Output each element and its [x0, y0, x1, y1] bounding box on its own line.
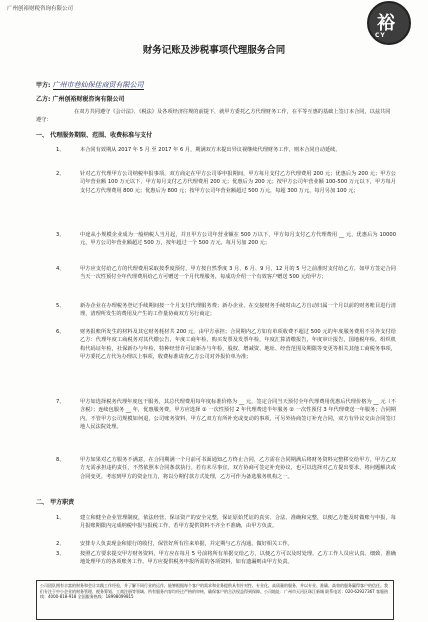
s1-item-5-num: 5、	[56, 303, 65, 309]
party-a	[36, 80, 144, 90]
logo-char: 裕	[377, 13, 395, 34]
s1-item-1-num: 1、	[56, 147, 65, 153]
section-2-title: 二、 甲方职责	[36, 499, 75, 506]
party-a-label: 甲方:	[36, 82, 51, 89]
section-1-title: 一、 代理服务期限、范围、收费标准与支付	[36, 132, 153, 139]
s2-item-1-num: 1、	[56, 515, 65, 521]
s1-item-8-num: 8、	[56, 457, 65, 463]
s2-item-3: 按照乙方要求提交甲方财务资料，甲方应在每月 5 号前将所有单据交给乙方，以便乙方可以及时处理，乙方工作人员应认真、细致、准确地处理甲方的各项账务工作。甲方应提供税务申报所需的各项资料，如有遗漏则由甲方负责。	[80, 551, 396, 566]
s1-item-3-num: 3、	[56, 232, 65, 238]
s1-item-1: 本合同有效期从 2017 年 5 月 至 2017 年 6 月，期满双方未提出异议视继续代理财务工作，则本合同自动延续。	[80, 147, 341, 153]
s1-item-4-num: 4、	[56, 266, 65, 272]
s1-item-7: 甲方如选择税务代理年度包干服务，其总代理费用每年度标准价格为 __ 元，签定合同当天预付全年代理费用优惠后代理价格为 __ 元（不含税）；连续包服务 __ 年，优惠服务费，甲方应选择 ① 一次性预付 2 年代理费送半年服务 ② 一次性预付 3 年代理费送一年服务；合同期内，不管甲方公司规模如何退，公司账务资料，甲方乙双方有所补充或变动的事项，可另外协商签订补充合同，双方有异议交由合同签订地人民法院处理。	[80, 399, 396, 430]
company-header: 广州创裕财税咨询有限公司	[7, 6, 74, 12]
party-a-value: 广州市巷仙保佳商贸有限公司	[52, 81, 144, 89]
footer-notice-box: 公司团队拥有丰富的财务和会计实践工作经验，并了解不同行业的运作，能够根据每个客户的需求和业务提供具有针对性、专业化、高质量的服务，并以专业、准确、高效的服务赢得客户的信任。我们专注于中小企业的财务管理、税务筹划、工商注册等领域，所有服务内容均经过严格的审核，确保客户的合法权益得到保障。公司地址：广州市天河区珠江新城 联系电话：020-62927367 客服热线：4000-818-918 全国服务热线：18998099815	[36, 580, 394, 620]
s1-item-2-num: 2、	[56, 171, 65, 177]
s2-item-2-num: 2、	[56, 541, 65, 547]
s1-item-5: 新办企业在办理税务登记手续期间按一个月支付代理服务费；新办企业，在交接财务手续时由乙方自动归属一个月以前的财务账目进行清理，清理所发生的费用及产生的工作量协商双方另行商定；	[80, 303, 396, 318]
s2-item-1: 建立和健全企业管理制度，依法经营，保证资产的安全完整，保证原始凭证的真实、合法、准确和完整，以便乙方能及时做账与申报，每月报账期限内完成纳税申报与报税工作，若甲方提供资料不齐全不准确，由甲方负责。	[80, 515, 396, 530]
party-b	[36, 94, 125, 103]
document-title: 财务记账及涉税事项代理服务合同	[142, 45, 286, 56]
s1-item-3: 中途从小规模企业成为一般纳税人当月起，并且甲方公司年营业额在 500 万以下，甲方每月支付乙方代理费用 __ 元，优惠后为 10000 元，甲方公司年营业额超过 500 万，按年超过一个 500 万元，每月另加 200 元；	[80, 232, 396, 247]
s1-item-8: 甲方如果对乙方服务不满意，在合同期满一个月前可书面通知乙方终止合同，乙方需在合同期满后将财务资料完整移交给甲方，甲方乙双方无需承担违约责任，不然依照本合同条款执行。若有未尽事宜，双方协商可签定补充协议，也可以选择对乙方提出要求，将问题解决或合同变更。考虑到甲方的资金压力，将以分期付款方式处理，乙方可作为备选服务机构之一。	[80, 457, 396, 480]
logo-text: CY	[375, 32, 386, 39]
party-b-label: 乙方:	[36, 96, 51, 103]
s2-item-2: 安排专人负责现金和银行的收付，保管好所有往来单据，并定期与乙方沟通，做好相关工作。	[80, 541, 293, 547]
s2-item-3-num: 3、	[56, 551, 65, 557]
intro-paragraph: 在双方共同遵守《会计法》、《税法》及各项经济往规的前提下，就甲方委托乙方代理财务工作，在平等互惠的基础上签订本合同，以兹共同遵守：	[36, 109, 391, 124]
s1-item-7-num: 7、	[56, 399, 65, 405]
s1-item-2: 针对乙方代理甲方公司纳税申报事项，双方商定在甲方公司零申报期间，甲方每月支付乙方代理费用 200 元；优惠后为 200 元；甲方公司年营业额 100 万元以下，甲方每月支付乙方代理费用 200 元；优惠后为 200 元；按甲方公司年营业额 100-500 万元以下，甲方每月支付乙方代理费用 800 元；优惠后为 800 元；按甲方公司年营业额超过 500 万元，每超 300 万元，每月另加 100 元；	[80, 171, 396, 194]
s1-item-4: 甲方应支付给乙方的代理费用采取按季度预付，甲方按自然季度 3 月、6 月、9 月、12 月的 5 号之前准时支付给乙方，如甲方签定合同当天一次性预付全年代理费用给乙方可赠送一个月代理服务，每成功介绍一个有效客户赠送 500 元给甲方；	[80, 266, 396, 281]
s1-item-6-num: 6、	[56, 329, 65, 335]
s1-item-6: 财务报账所发生的材料及其它财务耗材共 200 元，由甲方承担；合同期内乙方如有单项收费不超过 500 元的年度服务费用不另外支付给乙方：代理年度工商税务对其代缴公告，年度工商年检，购买发票及发票年检，年度汇算清缴报告，年度审计报告，国地税年检，组织机构代码证年检，社保新办与年检，特种经营许可证新办与年检，股权、增减资、地址、经营范围及期限等变更等相关其他工商税务事项，甲方委托乙方代为办理以上事项，收费标准请查乙方公司对外报价单为准；	[80, 329, 396, 360]
party-b-value: 广州创裕财税咨询有限公司	[52, 96, 125, 103]
